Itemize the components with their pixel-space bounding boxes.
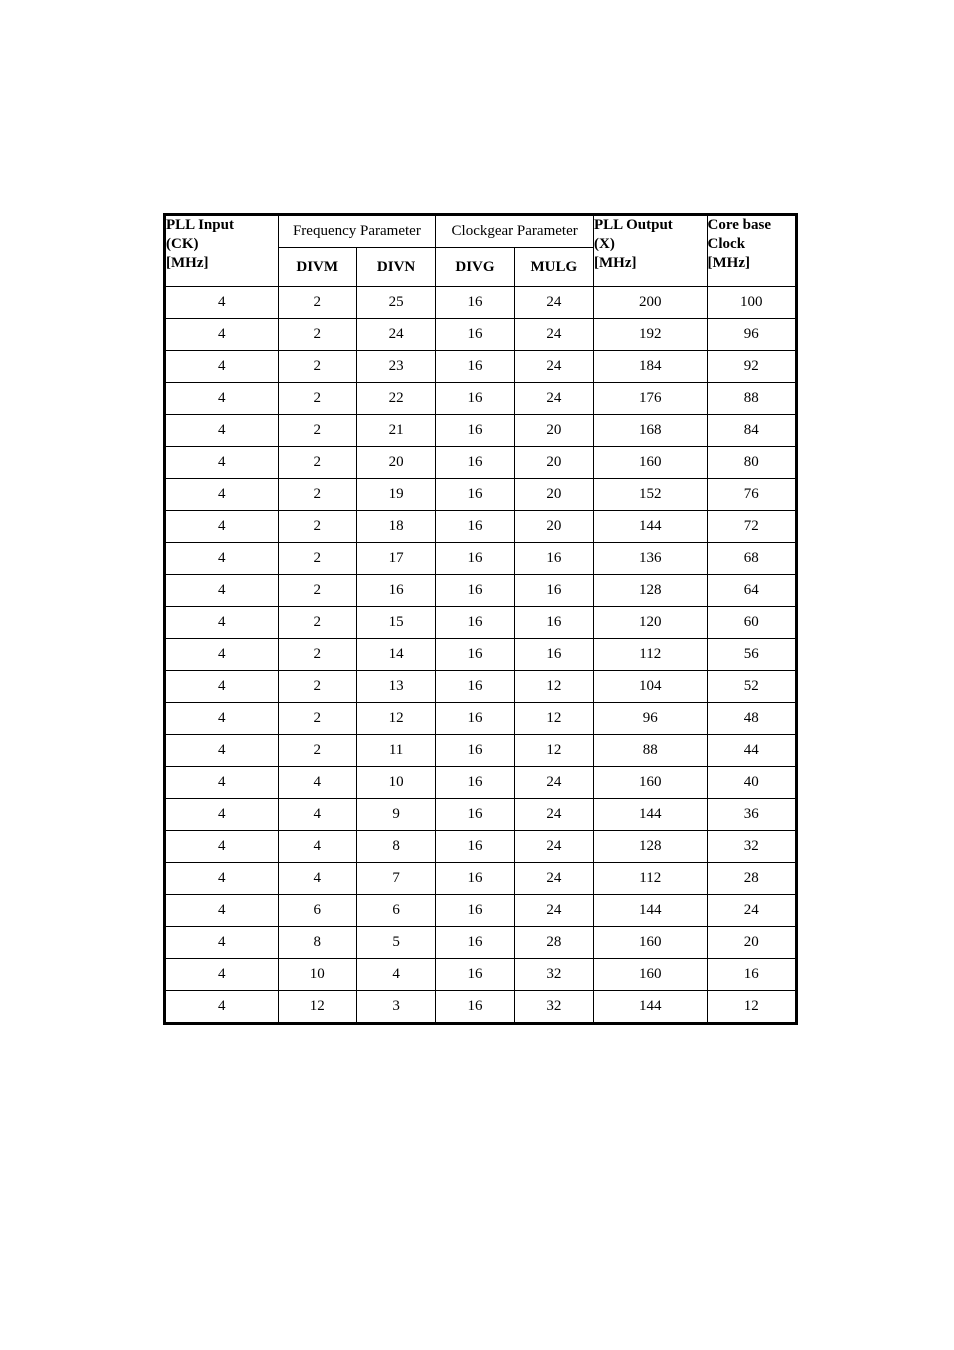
cell-divg: 16	[436, 863, 514, 895]
table-row	[165, 767, 797, 799]
cell-pll-output: 144	[594, 895, 708, 927]
cell-divn: 6	[356, 895, 435, 927]
cell-divm: 4	[278, 767, 356, 799]
cell-divg: 16	[436, 607, 514, 639]
cell-divn: 5	[356, 927, 435, 959]
cell-pll-input: 4	[165, 287, 279, 319]
cell-mulg: 16	[514, 639, 593, 671]
cell-divm: 2	[278, 575, 356, 607]
header-divg: DIVG	[436, 248, 514, 287]
cell-mulg: 16	[514, 543, 593, 575]
cell-pll-output: 192	[594, 319, 708, 351]
table-row	[165, 799, 797, 831]
cell-divm: 2	[278, 319, 356, 351]
cell-divg: 16	[436, 895, 514, 927]
cell-divm: 2	[278, 415, 356, 447]
cell-pll-output: 160	[594, 927, 708, 959]
cell-divg: 16	[436, 383, 514, 415]
cell-pll-output: 120	[594, 607, 708, 639]
cell-divg: 16	[436, 511, 514, 543]
table-row	[165, 607, 797, 639]
cell-divn: 23	[356, 351, 435, 383]
cell-divn: 16	[356, 575, 435, 607]
cell-mulg: 24	[514, 863, 593, 895]
cell-divn: 24	[356, 319, 435, 351]
cell-mulg: 20	[514, 415, 593, 447]
cell-mulg: 20	[514, 511, 593, 543]
header-pll-output	[594, 215, 708, 287]
cell-pll-output: 160	[594, 447, 708, 479]
table-row	[165, 575, 797, 607]
cell-mulg: 24	[514, 319, 593, 351]
cell-mulg: 16	[514, 607, 593, 639]
cell-pll-output: 160	[594, 767, 708, 799]
cell-divn: 13	[356, 671, 435, 703]
cell-core-base-clock: 12	[707, 991, 796, 1024]
cell-divg: 16	[436, 287, 514, 319]
cell-pll-input: 4	[165, 703, 279, 735]
cell-core-base-clock: 24	[707, 895, 796, 927]
table-row	[165, 863, 797, 895]
cell-pll-output: 144	[594, 991, 708, 1024]
cell-divm: 2	[278, 383, 356, 415]
cell-pll-input: 4	[165, 511, 279, 543]
cell-core-base-clock: 48	[707, 703, 796, 735]
cell-mulg: 28	[514, 927, 593, 959]
header-core-base-clock-line: Core base	[707, 217, 771, 233]
cell-divg: 16	[436, 767, 514, 799]
table-row	[165, 671, 797, 703]
header-pll-output-line: (X)	[594, 236, 615, 252]
table-row	[165, 479, 797, 511]
cell-divn: 12	[356, 703, 435, 735]
cell-pll-input: 4	[165, 799, 279, 831]
cell-pll-input: 4	[165, 863, 279, 895]
cell-divg: 16	[436, 447, 514, 479]
cell-core-base-clock: 56	[707, 639, 796, 671]
table-row	[165, 831, 797, 863]
table-row	[165, 383, 797, 415]
cell-core-base-clock: 40	[707, 767, 796, 799]
table-row	[165, 319, 797, 351]
cell-pll-output: 128	[594, 575, 708, 607]
cell-core-base-clock: 100	[707, 287, 796, 319]
header-row-top	[165, 215, 797, 248]
cell-core-base-clock: 72	[707, 511, 796, 543]
cell-divg: 16	[436, 991, 514, 1024]
table-row	[165, 287, 797, 319]
cell-divg: 16	[436, 671, 514, 703]
cell-divn: 15	[356, 607, 435, 639]
table-row	[165, 639, 797, 671]
cell-divm: 2	[278, 351, 356, 383]
cell-core-base-clock: 36	[707, 799, 796, 831]
cell-divn: 14	[356, 639, 435, 671]
cell-pll-input: 4	[165, 671, 279, 703]
cell-divg: 16	[436, 959, 514, 991]
cell-divm: 2	[278, 447, 356, 479]
cell-core-base-clock: 52	[707, 671, 796, 703]
cell-pll-input: 4	[165, 895, 279, 927]
table-row	[165, 927, 797, 959]
cell-divm: 2	[278, 703, 356, 735]
header-pll-output-line: PLL Output	[594, 217, 673, 233]
cell-mulg: 24	[514, 351, 593, 383]
header-clockgear-parameter: Clockgear Parameter	[436, 215, 594, 248]
cell-divg: 16	[436, 543, 514, 575]
table-row	[165, 447, 797, 479]
table-body	[165, 287, 797, 1024]
cell-mulg: 24	[514, 799, 593, 831]
cell-core-base-clock: 84	[707, 415, 796, 447]
cell-divm: 2	[278, 287, 356, 319]
cell-core-base-clock: 60	[707, 607, 796, 639]
cell-divn: 7	[356, 863, 435, 895]
header-pll-input	[165, 215, 279, 287]
cell-core-base-clock: 80	[707, 447, 796, 479]
cell-pll-output: 184	[594, 351, 708, 383]
cell-divm: 2	[278, 543, 356, 575]
cell-divn: 19	[356, 479, 435, 511]
table-row	[165, 959, 797, 991]
cell-divm: 8	[278, 927, 356, 959]
cell-pll-output: 88	[594, 735, 708, 767]
table-row	[165, 351, 797, 383]
cell-divm: 2	[278, 735, 356, 767]
cell-pll-input: 4	[165, 351, 279, 383]
cell-pll-input: 4	[165, 927, 279, 959]
cell-divg: 16	[436, 415, 514, 447]
cell-divm: 4	[278, 863, 356, 895]
cell-divg: 16	[436, 735, 514, 767]
cell-core-base-clock: 96	[707, 319, 796, 351]
cell-pll-output: 128	[594, 831, 708, 863]
cell-mulg: 20	[514, 447, 593, 479]
cell-divn: 11	[356, 735, 435, 767]
cell-divg: 16	[436, 831, 514, 863]
cell-pll-input: 4	[165, 575, 279, 607]
cell-mulg: 32	[514, 959, 593, 991]
cell-pll-output: 104	[594, 671, 708, 703]
cell-mulg: 12	[514, 735, 593, 767]
header-divm: DIVM	[278, 248, 356, 287]
cell-pll-output: 112	[594, 639, 708, 671]
cell-mulg: 24	[514, 831, 593, 863]
cell-pll-output: 168	[594, 415, 708, 447]
cell-pll-input: 4	[165, 543, 279, 575]
cell-core-base-clock: 76	[707, 479, 796, 511]
cell-core-base-clock: 92	[707, 351, 796, 383]
cell-divm: 10	[278, 959, 356, 991]
header-mulg: MULG	[514, 248, 593, 287]
cell-divn: 18	[356, 511, 435, 543]
cell-divn: 4	[356, 959, 435, 991]
cell-mulg: 24	[514, 767, 593, 799]
cell-divg: 16	[436, 639, 514, 671]
cell-core-base-clock: 44	[707, 735, 796, 767]
cell-mulg: 20	[514, 479, 593, 511]
cell-pll-output: 136	[594, 543, 708, 575]
cell-divm: 2	[278, 639, 356, 671]
cell-pll-output: 160	[594, 959, 708, 991]
cell-divm: 6	[278, 895, 356, 927]
cell-core-base-clock: 28	[707, 863, 796, 895]
clock-settings-table	[163, 213, 798, 1025]
cell-divm: 2	[278, 607, 356, 639]
header-pll-output-line: [MHz]	[594, 255, 637, 271]
cell-pll-input: 4	[165, 607, 279, 639]
cell-mulg: 24	[514, 895, 593, 927]
cell-mulg: 16	[514, 575, 593, 607]
cell-pll-input: 4	[165, 415, 279, 447]
table-row	[165, 511, 797, 543]
cell-pll-input: 4	[165, 447, 279, 479]
cell-divn: 10	[356, 767, 435, 799]
cell-pll-output: 176	[594, 383, 708, 415]
cell-divg: 16	[436, 351, 514, 383]
cell-divn: 3	[356, 991, 435, 1024]
header-core-base-clock-line: Clock	[707, 236, 746, 252]
cell-core-base-clock: 32	[707, 831, 796, 863]
header-pll-input-line: PLL Input	[166, 217, 234, 233]
cell-core-base-clock: 16	[707, 959, 796, 991]
header-core-base-clock	[707, 215, 796, 287]
cell-mulg: 24	[514, 287, 593, 319]
cell-divm: 4	[278, 831, 356, 863]
table-row	[165, 735, 797, 767]
header-divn: DIVN	[356, 248, 435, 287]
cell-pll-output: 200	[594, 287, 708, 319]
header-core-base-clock-line: [MHz]	[707, 255, 751, 271]
cell-divm: 12	[278, 991, 356, 1024]
cell-divg: 16	[436, 479, 514, 511]
cell-divn: 22	[356, 383, 435, 415]
table-row	[165, 895, 797, 927]
table-row	[165, 415, 797, 447]
cell-pll-output: 96	[594, 703, 708, 735]
cell-mulg: 12	[514, 703, 593, 735]
cell-pll-input: 4	[165, 767, 279, 799]
table-row	[165, 991, 797, 1024]
cell-pll-input: 4	[165, 959, 279, 991]
header-frequency-parameter: Frequency Parameter	[278, 215, 436, 248]
table-row	[165, 703, 797, 735]
cell-divm: 2	[278, 479, 356, 511]
cell-pll-input: 4	[165, 479, 279, 511]
header-pll-input-line: (CK)	[166, 236, 199, 252]
cell-divn: 9	[356, 799, 435, 831]
cell-pll-input: 4	[165, 735, 279, 767]
cell-divn: 21	[356, 415, 435, 447]
cell-divg: 16	[436, 799, 514, 831]
cell-mulg: 12	[514, 671, 593, 703]
cell-pll-output: 144	[594, 799, 708, 831]
cell-pll-input: 4	[165, 831, 279, 863]
cell-divg: 16	[436, 319, 514, 351]
cell-pll-output: 152	[594, 479, 708, 511]
cell-pll-input: 4	[165, 991, 279, 1024]
cell-pll-input: 4	[165, 639, 279, 671]
cell-divm: 2	[278, 511, 356, 543]
cell-divm: 2	[278, 671, 356, 703]
header-pll-input-line: [MHz]	[166, 255, 209, 271]
cell-mulg: 24	[514, 383, 593, 415]
cell-core-base-clock: 64	[707, 575, 796, 607]
cell-divm: 4	[278, 799, 356, 831]
cell-divn: 20	[356, 447, 435, 479]
cell-pll-output: 144	[594, 511, 708, 543]
cell-pll-output: 112	[594, 863, 708, 895]
cell-divn: 17	[356, 543, 435, 575]
cell-divg: 16	[436, 575, 514, 607]
cell-core-base-clock: 88	[707, 383, 796, 415]
cell-pll-input: 4	[165, 383, 279, 415]
cell-pll-input: 4	[165, 319, 279, 351]
cell-core-base-clock: 68	[707, 543, 796, 575]
cell-mulg: 32	[514, 991, 593, 1024]
cell-divn: 25	[356, 287, 435, 319]
cell-divg: 16	[436, 703, 514, 735]
table-row	[165, 543, 797, 575]
table-header	[165, 215, 797, 287]
cell-divg: 16	[436, 927, 514, 959]
cell-divn: 8	[356, 831, 435, 863]
cell-core-base-clock: 20	[707, 927, 796, 959]
